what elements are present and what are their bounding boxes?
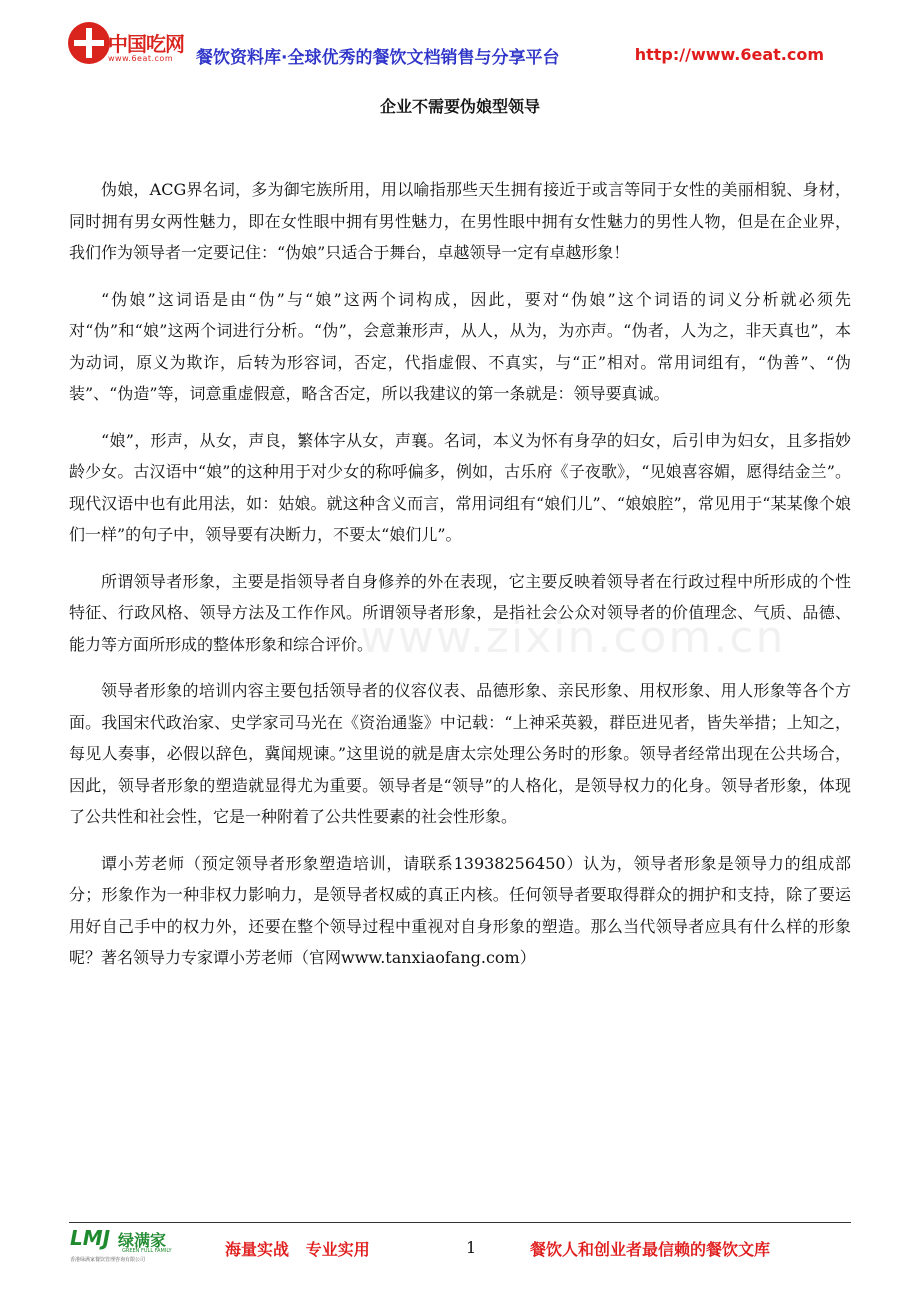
footer-logo-company: 香港绿满家餐饮管理咨询有限公司	[70, 1257, 146, 1263]
footer-logo-cn: 绿满家	[118, 1231, 167, 1250]
logo-text: 中国吃网	[108, 32, 184, 56]
paragraph: 谭小芳老师（预定领导者形象塑造培训，请联系13938256450）认为，领导者形象是领导力的组成部分；形象作为一种非权力影响力，是领导者权威的真正内核。任何领导者要取得群众的拥护和支持，除了要运用好自己手中的权力外，还要在整个领导过程中重视对自身形象的塑造。那么当代领导者应具有什么样的形象呢？著名领导力专家谭小芳老师（官网www.tanxiaofang.com）	[69, 853, 851, 967]
footer-logo-en: GREEN FULL FAMILY	[122, 1248, 172, 1254]
paragraph: 领导者形象的培训内容主要包括领导者的仪容仪表、品德形象、亲民形象、用权形象、用人形象等各个方面。我国宋代政治家、史学家司马光在《资治通鉴》中记载：“上神采英毅，群臣进见者，皆失举措；上知之，每见人奏事，必假以辞色，冀闻规谏。”这里说的就是唐太宗处理公务时的形象。领导者经常出现在公共场合，因此，领导者形象的塑造就显得尤为重要。领导者是“领导”的人格化，是领导权力的化身。领导者形象，体现了公共性和社会性，它是一种附着了公共性要素的社会性形象。	[69, 681, 851, 826]
logo-url: www.6eat.com	[108, 54, 174, 63]
footer-slogan-left: 海量实战 专业实用	[225, 1240, 370, 1259]
paragraph: 伪娘，ACG界名词，多为御宅族所用，用以喻指那些天生拥有接近于或言等同于女性的美丽相貌、身材，同时拥有男女两性魅力，即在女性眼中拥有男性魅力，在男性眼中拥有女性魅力的男性人物，但是在企业界，我们作为领导者一定要记住：“伪娘”只适合于舞台，卓越领导一定有卓越形象！	[69, 180, 851, 262]
paragraph: “娘”，形声，从女，声良，繁体字从女，声襄。名词，本义为怀有身孕的妇女，后引申为妇女，且多指妙龄少女。古汉语中“娘”的这种用于对少女的称呼偏多，例如，古乐府《子夜歌》，“见娘喜容媚，愿得结金兰”。现代汉语中也有此用法，如：姑娘。就这种含义而言，常用词组有“娘们儿”、“娘娘腔”，常见用于“某某像个娘们一样”的句子中，领导要有决断力，不要太“娘们儿”。	[69, 430, 851, 544]
page-number: 1	[466, 1238, 477, 1257]
footer-logo[interactable]	[70, 1224, 190, 1264]
watermark: www.zixin.com.cn	[360, 612, 786, 663]
paragraph: “伪娘”这词语是由“伪”与“娘”这两个词构成，因此，要对“伪娘”这个词语的词义分析就必须先对“伪”和“娘”这两个词进行分析。“伪”，会意兼形声，从人，从为，为亦声。“伪者，人为之，非天真也”，本为动词，原义为欺诈，后转为形容词，否定，代指虚假、不真实，与“正”相对。常用词组有，“伪善”、“伪装”、“伪造”等，词意重虚假意，略含否定，所以我建议的第一条就是：领导要真诚。	[69, 289, 851, 403]
logo-emblem-icon	[68, 22, 110, 64]
document-title: 企业不需要伪娘型领导	[379, 97, 540, 116]
footer-logo-mark: LMJ	[70, 1226, 111, 1250]
footer-slogan-right: 餐饮人和创业者最信赖的餐饮文库	[530, 1240, 771, 1259]
site-logo[interactable]	[68, 20, 186, 72]
page-header	[0, 0, 920, 80]
header-url-link[interactable]: http://www.6eat.com	[634, 45, 824, 64]
paragraph: 所谓领导者形象，主要是指领导者自身修养的外在表现，它主要反映着领导者在行政过程中所形成的个性特征、行政风格、领导方法及工作作风。所谓领导者形象，是指社会公众对领导者的价值理念、气质、品德、能力等方面所形成的整体形象和综合评价。	[69, 571, 851, 654]
footer-divider	[69, 1222, 851, 1223]
header-slogan: 餐饮资料库·全球优秀的餐饮文档销售与分享平台	[196, 48, 560, 68]
document-body	[69, 174, 851, 989]
